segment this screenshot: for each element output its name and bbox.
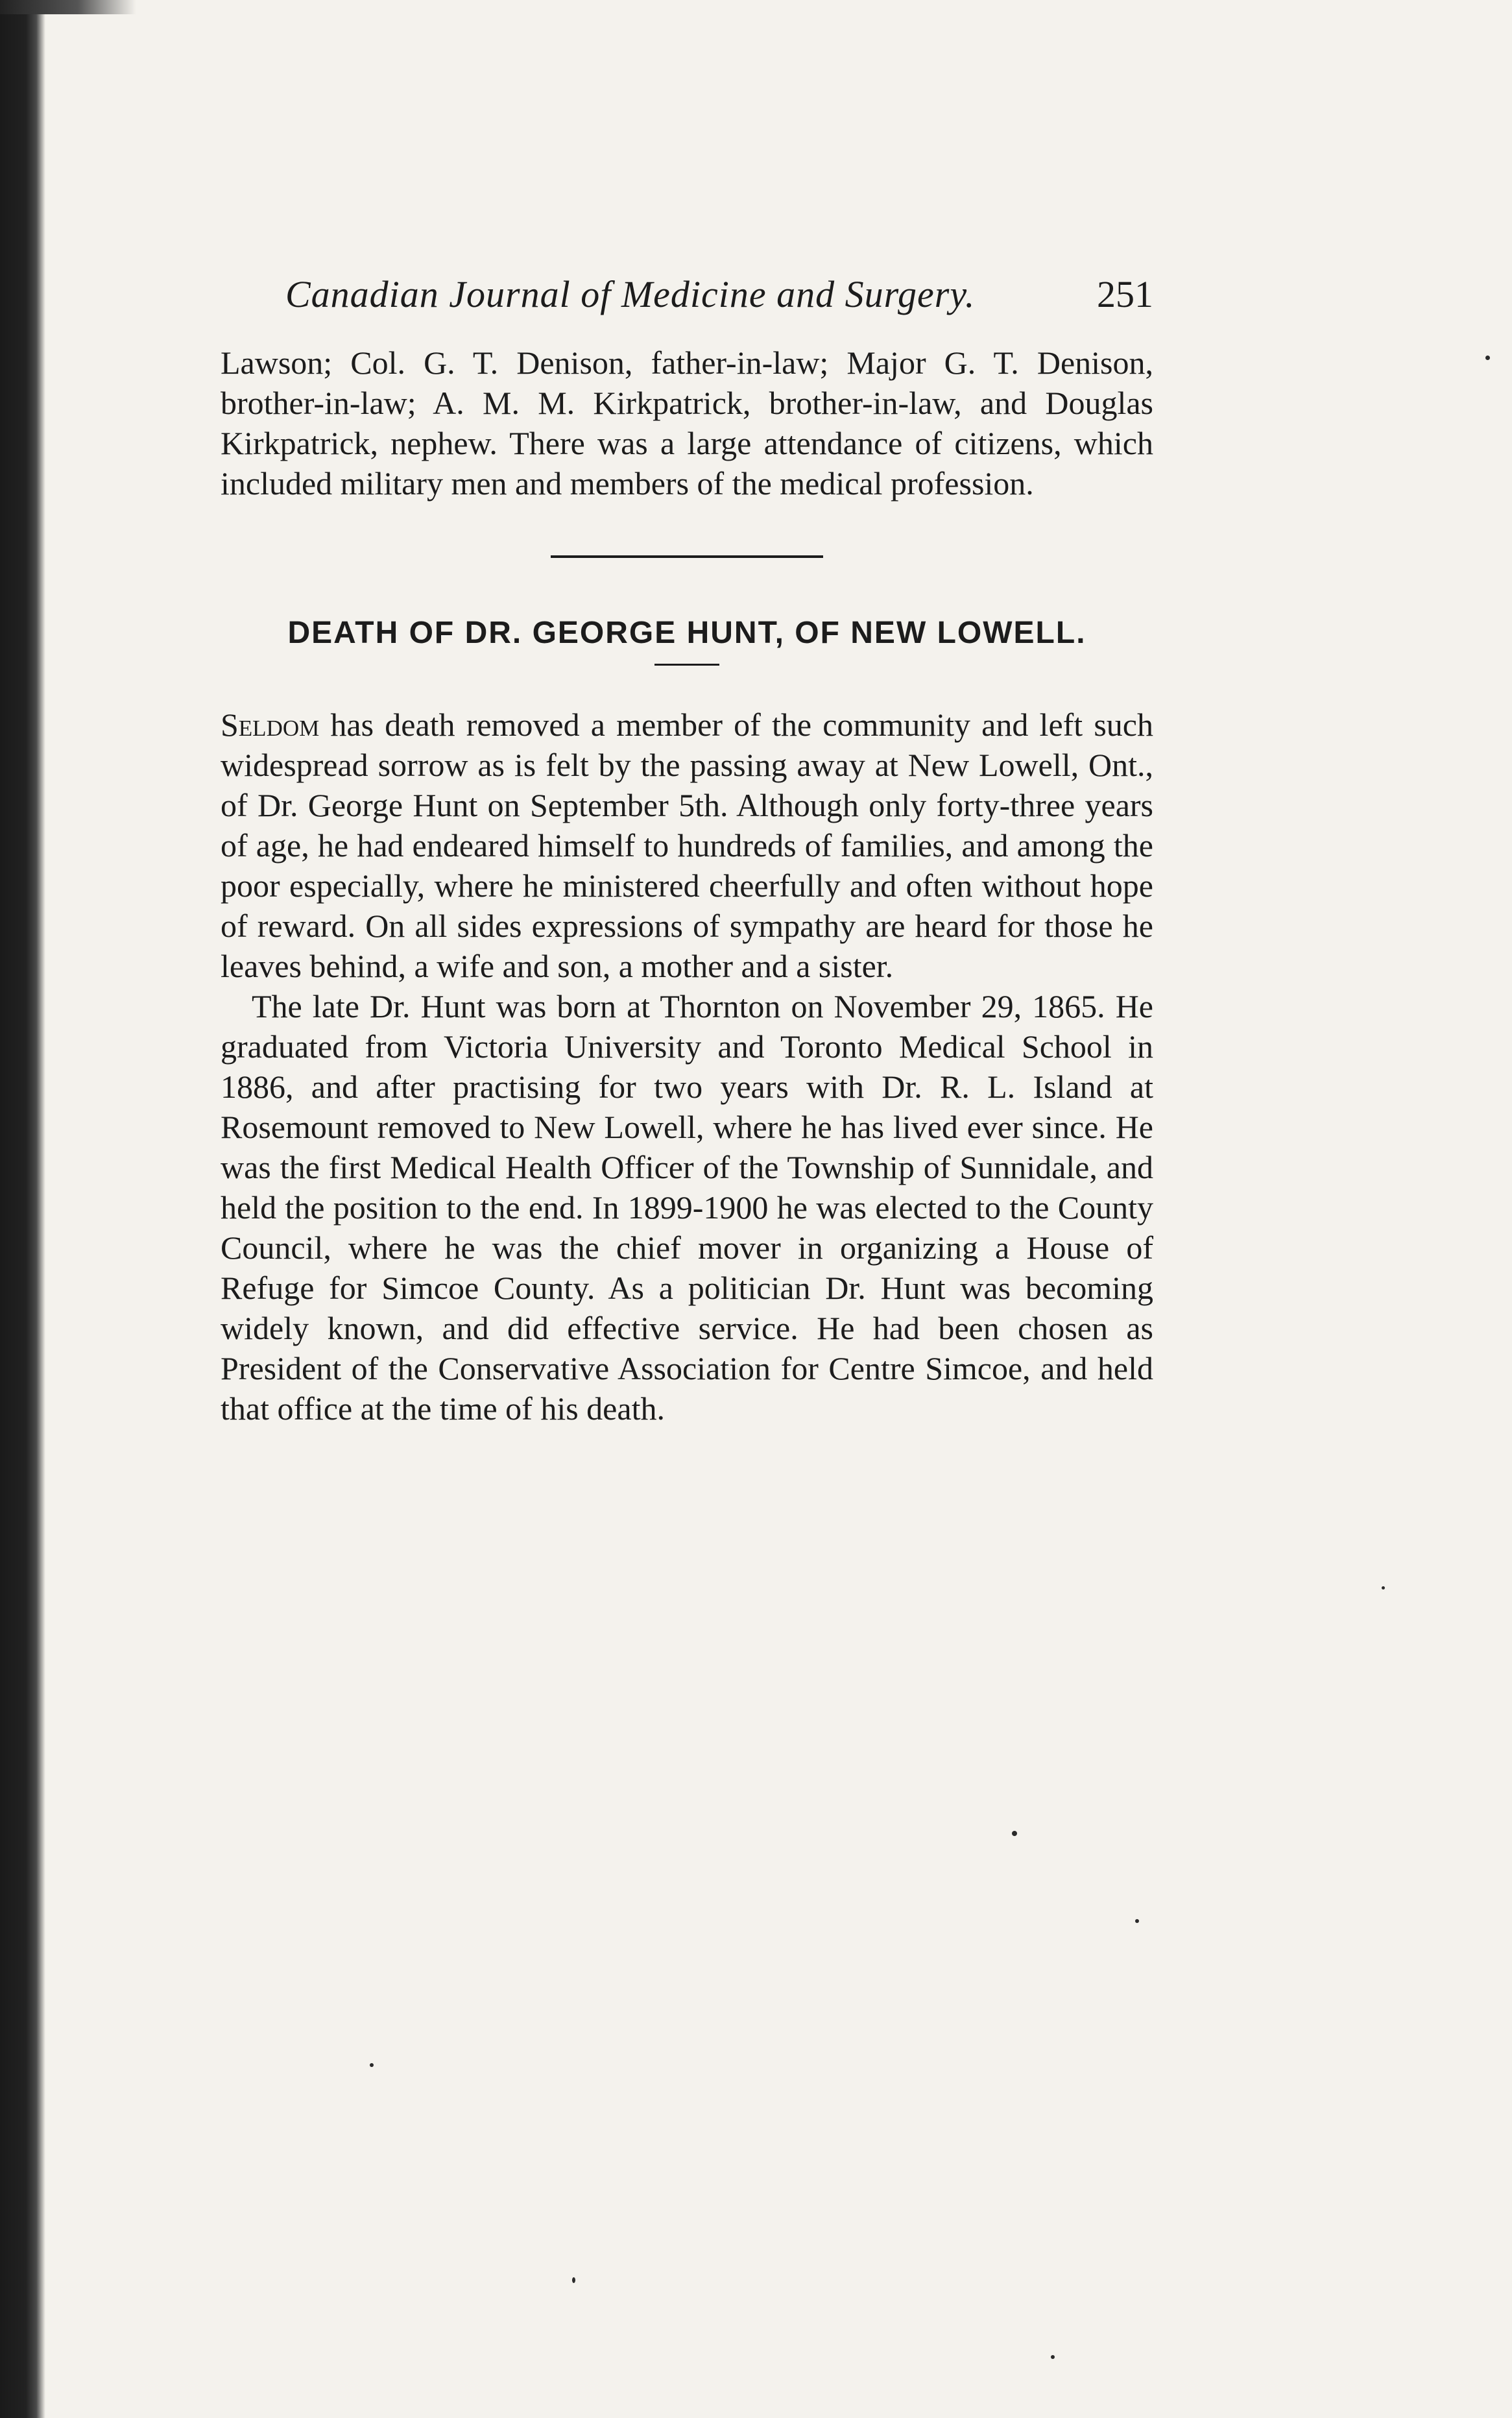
binding-edge-top: [0, 0, 136, 14]
continued-paragraph: Lawson; Col. G. T. Denison, father-in-law; Major G. T. Denison, brother-in-law; A. M. M. Kirkpatrick, brother-in-law, and Douglas Kirkpatrick, nephew. There was a large attendance of citizens, which included military men and members of the medical profession.: [221, 345, 1153, 502]
article-paragraph-1: [221, 705, 1153, 986]
scan-speck: [1485, 356, 1490, 360]
page-number: 251: [1097, 273, 1153, 315]
article-heading: DEATH OF DR. GEORGE HUNT, OF NEW LOWELL.: [287, 616, 1086, 650]
paragraph-1-body: has death removed a member of the community and left such widespread sorrow as is felt by the passing away at New Lowell, Ont., of Dr. George Hunt on September 5th. Although only forty-three years of age, he had endeared himself to hundreds of families, and among the poor especially, where he ministered cheerfully and often without hope of reward. On all sides expressions of sympathy are heard for those he leaves behind, a wife and son, a mother and a sister.: [221, 707, 1153, 984]
scan-speck: [1135, 1919, 1139, 1923]
scan-speck: [370, 2063, 374, 2067]
scan-speck: [1382, 1586, 1385, 1590]
article-paragraph-2: The late Dr. Hunt was born at Thornton on November 29, 1865. He graduated from Victoria University and Toronto Medical School in 1886, and after practising for two years with Dr. R. L. Island at Rosemount removed to New Lowell, where he has lived ever since. He was the first Medical Health Officer of the Township of Sunnidale, and held the position to the end. In 1899-1900 he was elected to the County Council, where he was the chief mover in organizing a House of Refuge for Simcoe County. As a politician Dr. Hunt was becoming widely known, and did effective service. He had been chosen as President of the Conservative Association for Centre Simcoe, and held that office at the time of his death.: [221, 988, 1153, 1427]
page-text-block: [221, 272, 1153, 1429]
running-head-title: Canadian Journal of Medicine and Surgery.: [285, 273, 976, 315]
heading-underline: [654, 664, 719, 666]
binding-edge: [0, 0, 45, 2418]
section-divider: [551, 555, 823, 558]
running-head: [221, 272, 1153, 324]
scan-speck: [1012, 1831, 1017, 1836]
scan-speck: [572, 2277, 575, 2283]
paragraph-lead-word: Seldom: [221, 707, 320, 743]
scan-speck: [1051, 2355, 1055, 2359]
